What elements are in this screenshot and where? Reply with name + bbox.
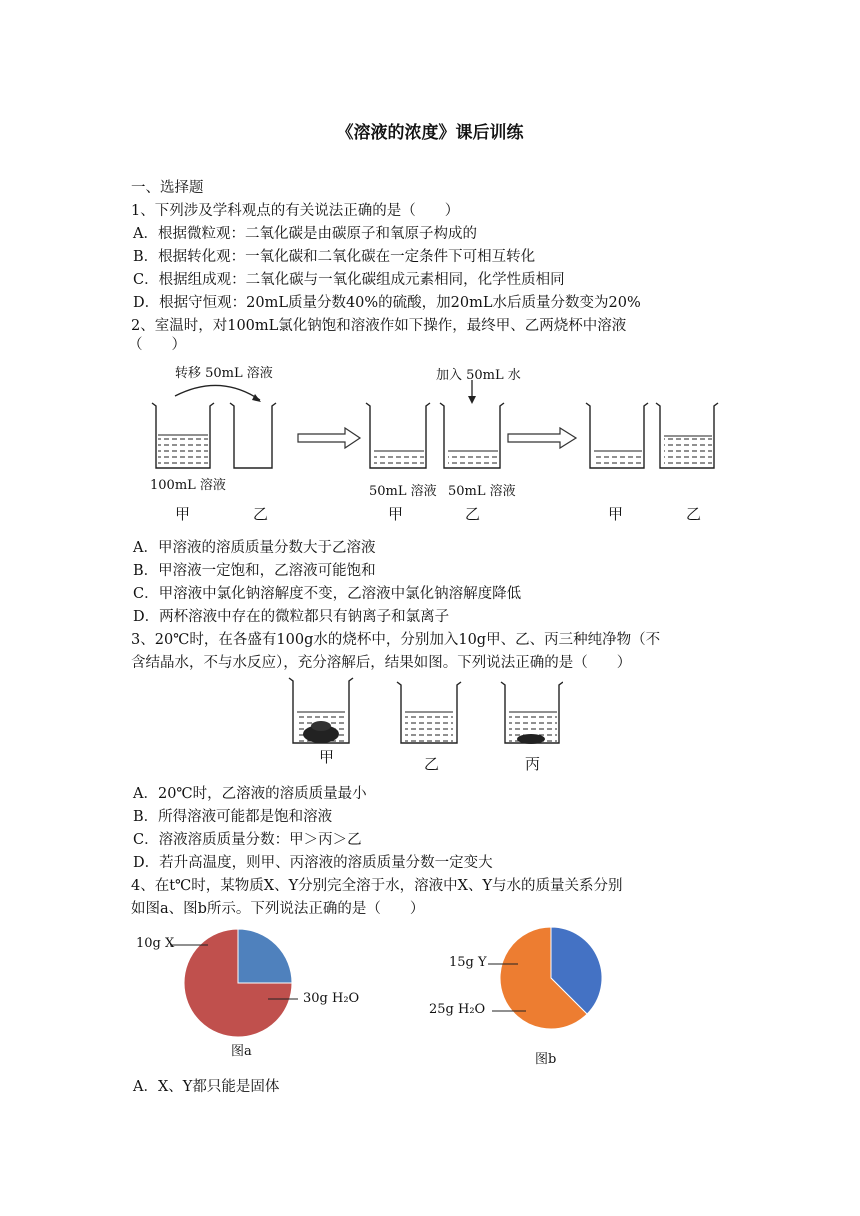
q4-stem-line1: 4、在t℃时，某物质X、Y分别完全溶于水，溶液中X、Y与水的质量关系分别 — [131, 878, 623, 894]
beaker-bing-solid — [501, 682, 563, 744]
q3-label-bing: 丙 — [525, 755, 541, 773]
label-jia-3: 甲 — [608, 505, 624, 523]
label-jia-2: 甲 — [388, 505, 404, 523]
q3-option-b: B．所得溶液可能都是饱和溶液 — [133, 809, 333, 825]
q1-option-a: A．根据微粒观：二氧化碳是由碳原子和氧原子构成的 — [133, 226, 477, 242]
q1-stem: 1、下列涉及学科观点的有关说法正确的是（ ） — [131, 203, 460, 219]
solubility-beakers-figure — [283, 672, 563, 754]
beaker-jia-final — [586, 403, 648, 468]
beaker-yi-clear — [397, 682, 461, 743]
beaker-yi-50ml — [440, 403, 504, 468]
label-jia-1: 甲 — [175, 505, 191, 523]
process-arrow-1 — [298, 428, 360, 448]
transfer-label: 转移 50mL 溶液 — [175, 366, 273, 381]
q2-stem-line2: （ ） — [128, 337, 186, 353]
q1-option-c: C．根据组成观：二氧化碳与一氧化碳组成元素相同，化学性质相同 — [133, 272, 565, 288]
q4-option-a: A．X、Y都只能是固体 — [133, 1079, 280, 1095]
q3-option-c: C．溶液溶质质量分数：甲＞丙＞乙 — [133, 832, 362, 848]
pie-b-caption: 图b — [535, 1052, 557, 1067]
transfer-arrow — [175, 385, 260, 400]
pie-a-caption: 图a — [231, 1044, 252, 1059]
pie-chart-b — [500, 927, 602, 1029]
beaker-jia-50ml — [366, 403, 430, 468]
q2-option-c: C．甲溶液中氯化钠溶解度不变，乙溶液中氯化钠溶解度降低 — [133, 586, 522, 602]
vol-100-label: 100mL 溶液 — [150, 478, 226, 493]
beaker-jia-100ml — [152, 403, 214, 468]
label-yi-3: 乙 — [686, 505, 702, 523]
label-yi-1: 乙 — [253, 505, 269, 523]
q4-stem-line2: 如图a、图b所示。下列说法正确的是（ ） — [131, 901, 425, 917]
beaker-transfer-figure — [140, 358, 720, 528]
q3-label-jia: 甲 — [319, 748, 335, 766]
beaker-jia-solid — [289, 678, 353, 743]
q2-option-d: D．两杯溶液中存在的微粒都只有钠离子和氯离子 — [133, 609, 450, 625]
q3-stem-line1: 3、20℃时，在各盛有100g水的烧杯中，分别加入10g甲、乙、丙三种纯净物（不 — [131, 632, 661, 648]
pie-b-h2o-label: 25g H₂O — [429, 1002, 486, 1017]
q3-option-d: D．若升高温度，则甲、丙溶液的溶质质量分数一定变大 — [133, 855, 493, 871]
process-arrow-2 — [508, 428, 576, 448]
pie-a-slice-0 — [238, 929, 292, 983]
section-heading: 一、选择题 — [131, 180, 204, 196]
vol-50a-label: 50mL 溶液 — [369, 484, 437, 499]
page-title: 《溶液的浓度》课后训练 — [336, 123, 524, 143]
q2-option-a: A．甲溶液的溶质质量分数大于乙溶液 — [133, 540, 376, 556]
pie-a-x-label: 10g X — [136, 936, 175, 951]
q3-label-yi: 乙 — [424, 755, 440, 773]
q3-option-a: A．20℃时，乙溶液的溶质质量最小 — [133, 786, 367, 802]
q1-option-b: B．根据转化观：一氧化碳和二氧化碳在一定条件下可相互转化 — [133, 249, 536, 265]
q2-option-b: B．甲溶液一定饱和，乙溶液可能饱和 — [133, 563, 376, 579]
q2-stem-line1: 2、室温时，对100mL氯化钠饱和溶液作如下操作，最终甲、乙两烧杯中溶液 — [131, 318, 627, 334]
pie-a-h2o-label: 30g H₂O — [303, 991, 360, 1006]
q3-stem-line2: 含结晶水，不与水反应），充分溶解后，结果如图。下列说法正确的是（ ） — [131, 655, 632, 671]
add-water-label: 加入 50mL 水 — [436, 368, 521, 383]
pie-b-y-label: 15g Y — [449, 955, 487, 970]
q1-option-d: D．根据守恒观：20mL质量分数40%的硫酸，加20mL水后质量分数变为20% — [133, 295, 641, 311]
beaker-yi-final — [656, 403, 718, 468]
vol-50b-label: 50mL 溶液 — [448, 484, 516, 499]
beaker-yi-empty — [230, 403, 276, 468]
label-yi-2: 乙 — [465, 505, 481, 523]
